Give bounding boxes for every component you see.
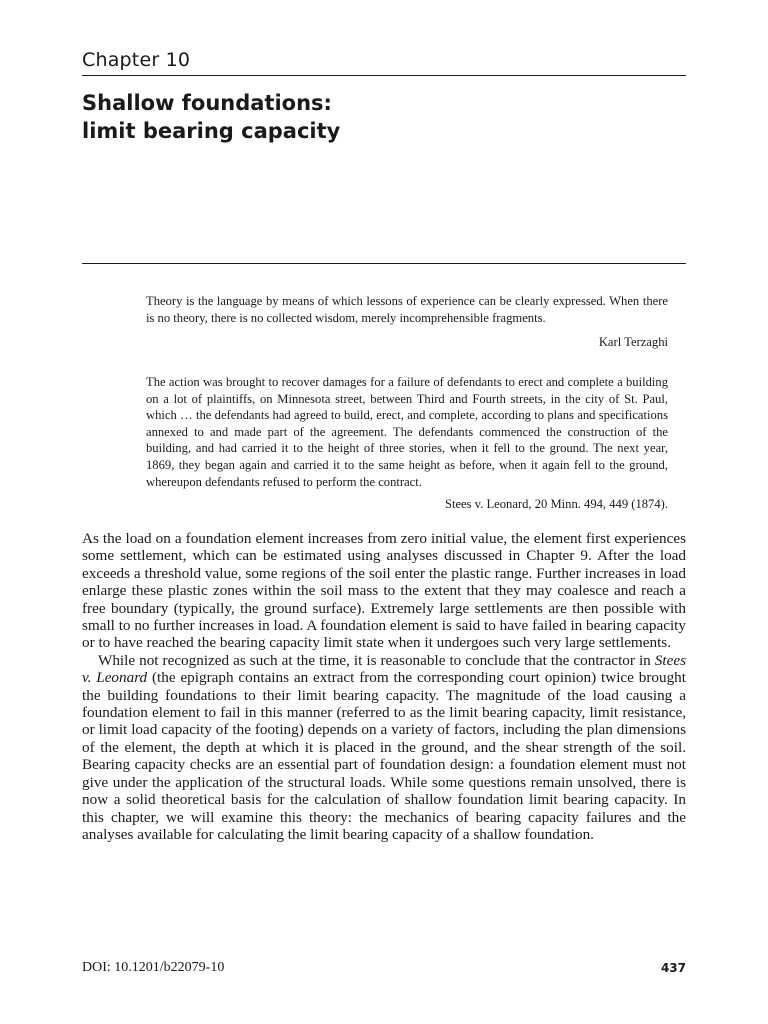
epigraph-text: The action was brought to recover damages for a failure of defendants to erect and complete a building on a lot of plaintiffs, on Minnesota street, between Third and Fourth streets, in the city of St. Paul, which … the defendants had agreed to build, erect, and complete, according to plans and specifications annexed to and made part of the agreement. The defendants commenced the construction of the building, and had carried it to the height of three stories, when it fell to the ground. The next year, 1869, they began again and carried it to the same height as before, when it again fell to the ground, whereupon defendants refused to perform the contract. [146, 375, 668, 489]
body-paragraph [82, 652, 686, 843]
title-rule [82, 263, 686, 264]
epigraph-court-opinion [146, 374, 668, 513]
chapter-title-line2: limit bearing capacity [82, 119, 341, 143]
body-text [82, 530, 686, 843]
page-number: 437 [660, 961, 686, 975]
body-text-run: (the epigraph contains an extract from the corresponding court opinion) twice brought the building foundations to their limit bearing capacity. The magnitude of the load causing a foundation element to fail in this manner (referred to as the limit bearing capacity, limit resistance, or limit load capacity of the footing) depends on a variety of factors, including the plan dimensions of the element, the depth at which it is placed in the ground, and the shear strength of the soil. Bearing capacity checks are an essential part of foundation design: a foundation element must not give under the application of the structural loads. While some questions remain unsolved, there is now a solid theoretical basis for the calculation of shallow foundation limit bearing capacity. In this chapter, we will examine this theory: the mechanics of bearing capacity failures and the analyses available for calculating the limit bearing capacity of a shallow foundation. [82, 669, 686, 843]
body-paragraph: As the load on a foundation element increases from zero initial value, the element first experiences some settlement, which can be estimated using analyses discussed in Chapter 9. After the load exceeds a threshold value, some regions of the soil enter the plastic range. Further increases in load enlarge these plastic zones within the soil mass to the extent that they may coalesce and reach a free boundary (typically, the ground surface). Extremely large settlements are then possible with small to no further increases in load. A foundation element is said to have failed in bearing capacity or to have reached the bearing capacity limit state when it undergoes such very large settlements. [82, 530, 686, 652]
top-rule [82, 75, 686, 76]
epigraph-attribution: Stees v. Leonard, 20 Minn. 494, 449 (1874). [444, 497, 668, 512]
body-text-run: While not recognized as such at the time, it is reasonable to conclude that the contractor in [98, 651, 655, 669]
chapter-label: Chapter 10 [82, 49, 191, 71]
chapter-title-line1: Shallow foundations: [82, 91, 332, 115]
chapter-title [82, 89, 340, 145]
book-page [82, 0, 686, 1024]
epigraph-terzaghi [146, 293, 668, 351]
epigraph-text: Theory is the language by means of which lessons of experience can be clearly expressed. When there is no theory, there is no collected wisdom, merely incomprehensible fragments. [146, 294, 668, 325]
case-name: Stees v. Leonard [82, 651, 686, 687]
doi-footer: DOI: 10.1201/b22079-10 [82, 960, 225, 975]
epigraph-attribution: Karl Terzaghi [598, 335, 668, 350]
